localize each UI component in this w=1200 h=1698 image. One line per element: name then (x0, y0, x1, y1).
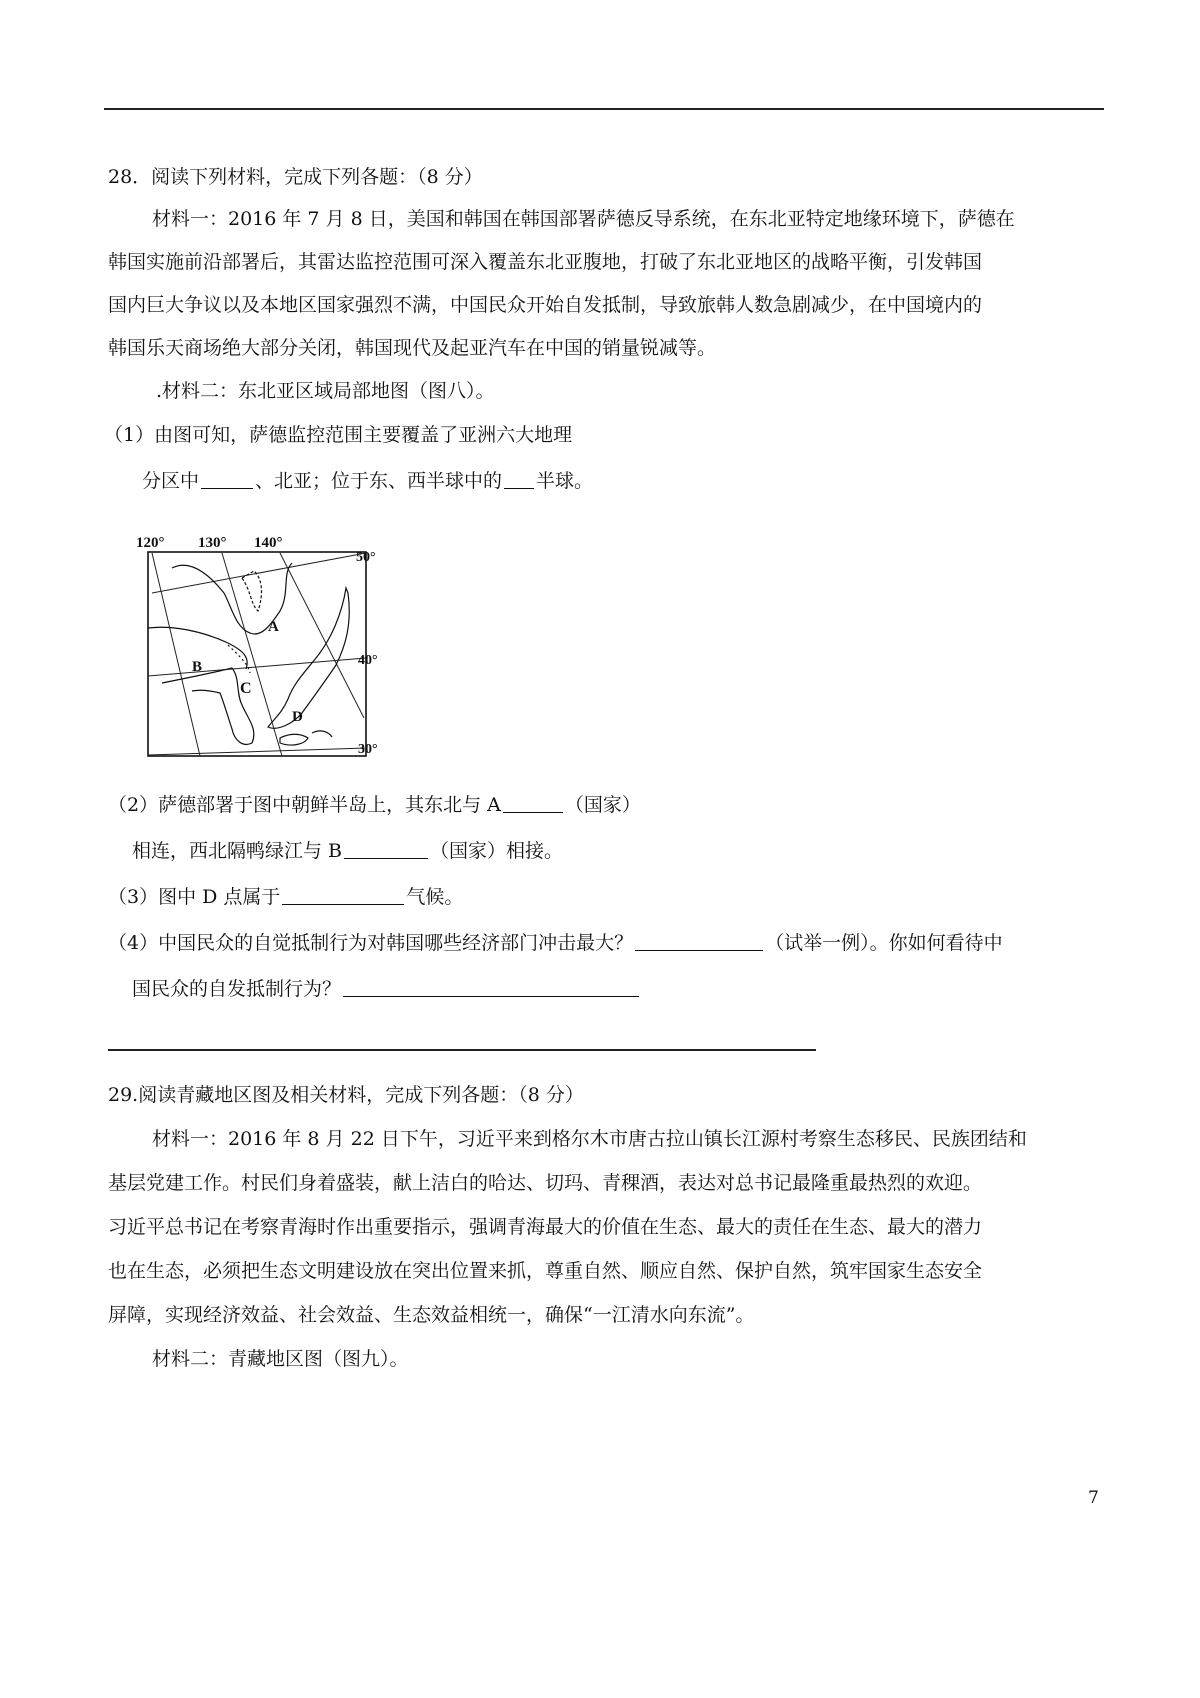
q28-sub3-text-b: 气候。 (406, 886, 464, 908)
q28-sub1-text-c: 半球。 (536, 470, 594, 492)
q28-material1-line1: 材料一：2016 年 7 月 8 日，美国和韩国在韩国部署萨德反导系统，在东北亚特定地缘环境下，萨德在 (152, 208, 1015, 230)
map-point-c: C (240, 680, 252, 697)
map-point-a: A (268, 619, 279, 635)
q29-material1-line4: 也在生态，必须把生态文明建设放在突出位置来抓，尊重自然、顺应自然、保护自然，筑牢国家生态安全 (108, 1260, 983, 1282)
q29-material2: 材料二：青藏地区图（图九）。 (152, 1348, 409, 1370)
q28-sub1-text-b: 、北亚；位于东、西半球中的 (255, 470, 503, 492)
lon-label-130: 130° (198, 535, 227, 551)
q28-sub4-text-b: （试举一例）。你如何看待中 (765, 932, 1003, 954)
header-rule (104, 108, 1104, 110)
q28-material1-line4: 韩国乐天商场绝大部分关闭，韩国现代及起亚汽车在中国的销量锐减等。 (108, 337, 717, 359)
answer-blank-country-b[interactable] (344, 838, 428, 859)
q28-sub1-line1: （1）由图可知，萨德监控范围主要覆盖了亚洲六大地理 (104, 424, 573, 446)
q28-material1-line2: 韩国实施前沿部署后，其雷达监控范围可深入覆盖东北亚腹地，打破了东北亚地区的战略平衡，引发韩国 (108, 251, 983, 273)
q28-sub4-line2 (132, 974, 641, 1001)
q28-material1-line3: 国内巨大争议以及本地区国家强烈不满，中国民众开始自发抵制，导致旅韩人数急剧减少，在中国境内的 (108, 294, 983, 316)
q29-material1-line2: 基层党建工作。村民们身着盛装，献上洁白的哈达、切玛、青稞酒，表达对总书记最隆重最热烈的欢迎。 (108, 1172, 983, 1194)
q28-sub2-text-a: （2）萨德部署于图中朝鲜半岛上，其东北与 A (108, 794, 501, 816)
q29-title: 29.阅读青藏地区图及相关材料，完成下列各题：（8 分） (108, 1084, 584, 1106)
q28-sub4-text-a: （4）中国民众的自觉抵制行为对韩国哪些经济部门冲击最大？ (108, 932, 634, 954)
lat-label-40: 40° (358, 653, 378, 668)
q28-sub2-line2 (132, 836, 563, 863)
q28-sub1-text-a: 分区中 (142, 470, 200, 492)
answer-blank-climate[interactable] (282, 884, 404, 905)
q29-material1-line5: 屏障，实现经济效益、社会效益、生态效益相统一，确保“一江清水向东流”。 (108, 1304, 755, 1326)
q29-material1-line3: 习近平总书记在考察青海时作出重要指示，强调青海最大的价值在生态、最大的责任在生态、最大的潜力 (108, 1216, 983, 1238)
map-frame (148, 552, 366, 756)
answer-line-long[interactable] (108, 1049, 816, 1051)
answer-blank-sector[interactable] (635, 930, 763, 951)
q28-sub2-line1 (108, 790, 641, 817)
q28-sub2-text-c: 相连，西北隔鸭绿江与 B (132, 840, 343, 862)
lat-label-30: 30° (358, 742, 378, 757)
q28-material2: .材料二：东北亚区域局部地图（图八）。 (156, 380, 495, 402)
q29-material1-line1: 材料一：2016 年 8 月 22 日下午，习近平来到格尔木市唐古拉山镇长江源村考察生态移民、民族团结和 (152, 1128, 1027, 1150)
q28-sub4-text-c: 国民众的自发抵制行为？ (132, 978, 342, 1000)
lon-label-140: 140° (254, 535, 283, 551)
map-point-d: D (292, 709, 303, 725)
map-point-b: B (192, 659, 203, 675)
q28-sub3 (108, 882, 463, 909)
q28-sub4-line1 (108, 928, 1003, 955)
q28-sub1-line2 (142, 466, 593, 493)
answer-blank-country-a[interactable] (503, 792, 563, 813)
q28-sub3-text-a: （3）图中 D 点属于 (108, 886, 281, 908)
q28-sub2-text-d: （国家）相接。 (430, 840, 564, 862)
northeast-asia-map (132, 533, 392, 761)
page-number: 7 (1088, 1488, 1099, 1508)
answer-blank-hemisphere[interactable] (504, 468, 534, 489)
lat-label-50: 50° (356, 550, 376, 565)
answer-blank-opinion[interactable] (343, 976, 639, 997)
lon-label-120: 120° (136, 535, 165, 551)
q28-sub2-text-b: （国家） (564, 794, 641, 816)
answer-blank-region[interactable] (201, 468, 253, 489)
q28-title: 28．阅读下列材料，完成下列各题：（8 分） (108, 166, 483, 188)
